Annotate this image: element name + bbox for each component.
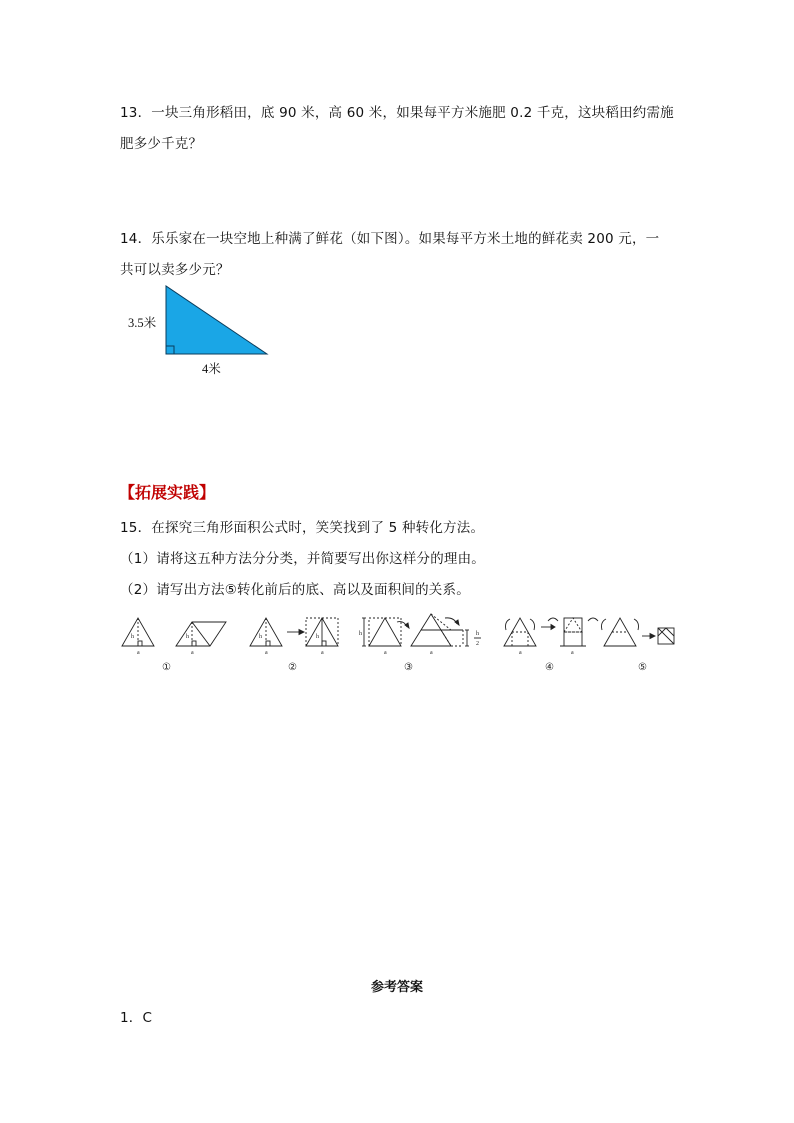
question-13-line-1: 13．一块三角形稻田，底 90 米，高 60 米，如果每平方米施肥 0.2 千克，这块稻田约需施 (120, 105, 674, 121)
question-14-line-1: 14．乐乐家在一块空地上种满了鲜花（如下图）。如果每平方米土地的鲜花卖 200 元，一 (120, 231, 660, 247)
label-a-4a: a (519, 650, 522, 656)
label-h-2a: h (259, 634, 262, 640)
question-15-part-1: （1）请将这五种方法分分类，并简要写出你这样分的理由。 (120, 551, 485, 567)
answers-title: 参考答案 (370, 980, 423, 995)
method-4-number: ④ (545, 662, 554, 673)
method-5-diagram (602, 618, 675, 646)
label-a-1a: a (137, 650, 140, 656)
label-a-3a: a (384, 650, 387, 656)
label-a-2b: a (321, 650, 324, 656)
label-h-3a: h (359, 631, 362, 637)
label-h2-denominator: 2 (476, 641, 479, 647)
method-2-number: ② (288, 662, 297, 673)
question-15 (120, 513, 680, 606)
method-3-number: ③ (404, 662, 413, 673)
question-13 (120, 98, 680, 160)
height-label: 3.5米 (128, 316, 157, 330)
answer-1: 1．C (120, 1010, 153, 1026)
question-15-intro: 15．在探究三角形面积公式时，笑笑找到了 5 种转化方法。 (120, 520, 485, 536)
triangle-transformation-diagrams (118, 612, 682, 674)
method-2-diagram (250, 618, 338, 646)
question-14 (120, 224, 680, 286)
question-13-line-2: 肥多少千克？ (120, 136, 203, 152)
flower-field-triangle-figure (160, 282, 275, 360)
label-h-1b: h (186, 634, 189, 640)
section-title-extension-practice: 【拓展实践】 (119, 483, 216, 502)
label-a-3b: a (430, 650, 433, 656)
label-h-1a: h (131, 634, 134, 640)
method-5-number: ⑤ (638, 662, 647, 673)
method-1-number: ① (162, 662, 171, 673)
question-15-part-2: （2）请写出方法⑤转化前后的底、高以及面积间的关系。 (120, 582, 470, 598)
label-a-2a: a (265, 650, 268, 656)
method-1-diagram (122, 618, 226, 646)
method-3-diagram (362, 614, 481, 646)
label-a-4b: a (571, 650, 574, 656)
question-14-line-2: 共可以卖多少元？ (120, 262, 230, 278)
label-a-1b: a (191, 650, 194, 656)
method-4-diagram (504, 618, 598, 646)
base-label: 4米 (202, 362, 221, 376)
right-triangle-shape (166, 286, 267, 354)
label-h2-numerator: h (476, 631, 479, 637)
label-h-2b: h (316, 634, 319, 640)
